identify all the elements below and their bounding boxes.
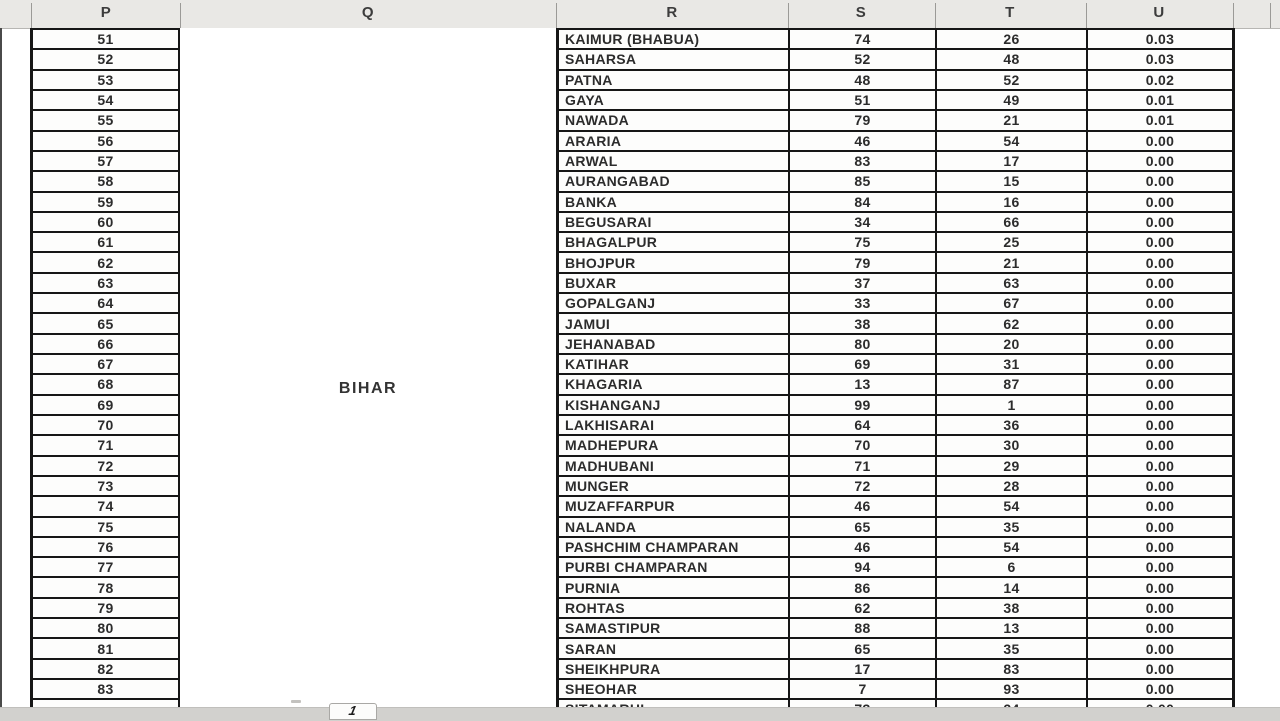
cell-u-value[interactable]: 0.00 <box>1086 457 1232 475</box>
column-header-row <box>0 0 1280 29</box>
table-row <box>559 457 1232 477</box>
cell-district[interactable]: ARWAL <box>565 153 618 170</box>
table-row <box>559 274 1232 294</box>
row-number-cell[interactable]: 73 <box>33 477 178 497</box>
cell-u-value[interactable]: 0.00 <box>1086 680 1232 698</box>
cell-t-value[interactable]: 21 <box>935 111 1086 129</box>
scrollbar-notch <box>291 700 301 703</box>
row-number-cell[interactable]: 61 <box>33 233 178 253</box>
cell-s-value[interactable]: 85 <box>788 172 935 190</box>
column-header-U[interactable]: U <box>1153 4 1165 21</box>
cell-u-value[interactable]: 0.00 <box>1086 335 1232 353</box>
cell-s-value[interactable]: 46 <box>788 538 935 556</box>
table-row <box>559 193 1232 213</box>
table-row <box>559 477 1232 497</box>
row-number-cell[interactable]: 66 <box>33 335 178 355</box>
row-number-cell[interactable]: 83 <box>33 680 178 700</box>
cell-t-value[interactable]: 30 <box>935 436 1086 454</box>
table-row <box>559 111 1232 131</box>
cell-s-value[interactable]: 52 <box>788 50 935 68</box>
row-number-cell[interactable]: 70 <box>33 416 178 436</box>
cell-u-value[interactable]: 0.00 <box>1086 233 1232 251</box>
row-number-cell[interactable]: 68 <box>33 375 178 395</box>
cell-district[interactable]: BHOJPUR <box>565 254 636 271</box>
cell-u-value[interactable]: 0.00 <box>1086 416 1232 434</box>
cell-t-value[interactable]: 66 <box>935 213 1086 231</box>
cell-u-value[interactable]: 0.00 <box>1086 314 1232 332</box>
cell-t-value[interactable]: 16 <box>935 193 1086 211</box>
page-number-glyph: 1 <box>347 703 359 718</box>
cell-district[interactable]: BHAGALPUR <box>565 234 658 251</box>
cell-t-value[interactable]: 54 <box>935 538 1086 556</box>
cell-t-value[interactable]: 28 <box>935 477 1086 495</box>
cell-t-value[interactable]: 38 <box>935 599 1086 617</box>
cell-u-value[interactable]: 0.00 <box>1086 558 1232 576</box>
data-grid <box>556 28 1235 707</box>
cell-s-value[interactable]: 65 <box>788 639 935 657</box>
cell-u-value[interactable]: 0.00 <box>1086 172 1232 190</box>
cell-u-value[interactable]: 0.00 <box>1086 477 1232 495</box>
column-divider <box>180 3 181 28</box>
cell-s-value[interactable]: 17 <box>788 660 935 678</box>
column-divider <box>1086 3 1087 28</box>
row-number-cell[interactable]: 74 <box>33 497 178 517</box>
cell-district[interactable]: PURBI CHAMPARAN <box>565 559 708 576</box>
table-row <box>559 375 1232 395</box>
cell-district[interactable]: BANKA <box>565 193 618 210</box>
cell-t-value[interactable]: 6 <box>935 558 1086 576</box>
cell-t-value[interactable]: 1 <box>935 396 1086 414</box>
cell-t-value[interactable]: 62 <box>935 314 1086 332</box>
cell-u-value[interactable]: 0.00 <box>1086 294 1232 312</box>
cell-s-value[interactable]: 86 <box>788 578 935 596</box>
cell-t-value[interactable]: 54 <box>935 132 1086 150</box>
cell-district[interactable]: MADHEPURA <box>565 437 659 454</box>
cell-s-value[interactable]: 37 <box>788 274 935 292</box>
cell-s-value[interactable]: 72 <box>788 477 935 495</box>
table-row <box>559 660 1232 680</box>
cell-t-value[interactable]: 14 <box>935 578 1086 596</box>
cell-s-value[interactable]: 84 <box>788 193 935 211</box>
cell-s-value[interactable]: 34 <box>788 213 935 231</box>
cell-t-value[interactable]: 31 <box>935 355 1086 373</box>
table-row <box>559 30 1232 50</box>
table-row <box>559 680 1232 700</box>
cell-u-value[interactable]: 0.00 <box>1086 497 1232 515</box>
cell-u-value[interactable]: 0.01 <box>1086 91 1232 109</box>
cell-district[interactable]: SARAN <box>565 640 617 657</box>
merged-state-cell[interactable] <box>180 28 556 707</box>
cell-district[interactable]: ROHTAS <box>565 599 625 616</box>
table-row <box>559 396 1232 416</box>
cell-t-value[interactable]: 87 <box>935 375 1086 393</box>
cell-district[interactable]: KATIHAR <box>565 356 630 373</box>
table-row <box>559 314 1232 334</box>
cell-district[interactable]: PASHCHIM CHAMPARAN <box>565 538 739 555</box>
cell-u-value[interactable]: 0.00 <box>1086 578 1232 596</box>
left-edge-gridline <box>0 28 2 707</box>
cell-u-value[interactable]: 0.03 <box>1086 50 1232 68</box>
cell-s-value[interactable]: 71 <box>788 457 935 475</box>
cell-t-value[interactable]: 54 <box>935 497 1086 515</box>
cell-u-value[interactable]: 0.00 <box>1086 599 1232 617</box>
cell-district[interactable]: LAKHISARAI <box>565 417 655 434</box>
table-row <box>559 132 1232 152</box>
cell-district[interactable]: PATNA <box>565 71 613 88</box>
row-number-cell[interactable]: 63 <box>33 274 178 294</box>
cell-t-value[interactable]: 63 <box>935 274 1086 292</box>
cell-t-value[interactable]: 93 <box>935 680 1086 698</box>
cell-s-value[interactable]: 88 <box>788 619 935 637</box>
table-row <box>559 497 1232 517</box>
cell-s-value[interactable]: 46 <box>788 132 935 150</box>
row-number-cell[interactable]: 55 <box>33 111 178 131</box>
column-header-P[interactable]: P <box>100 4 112 21</box>
row-number-cell[interactable]: 52 <box>33 50 178 70</box>
cell-district[interactable]: SHEOHAR <box>565 681 638 698</box>
cell-u-value[interactable]: 0.00 <box>1086 132 1232 150</box>
table-row <box>559 335 1232 355</box>
cell-u-value[interactable]: 0.00 <box>1086 193 1232 211</box>
row-number-column <box>30 28 180 707</box>
table-row <box>559 578 1232 598</box>
cell-t-value[interactable]: 13 <box>935 619 1086 637</box>
cell-t-value[interactable]: 35 <box>935 639 1086 657</box>
row-number-cell[interactable]: 54 <box>33 91 178 111</box>
table-row <box>559 152 1232 172</box>
cell-district[interactable]: MUNGER <box>565 478 630 495</box>
cell-s-value[interactable]: 48 <box>788 71 935 89</box>
table-row <box>559 213 1232 233</box>
cell-u-value[interactable]: 0.00 <box>1086 152 1232 170</box>
row-number-cell[interactable]: 81 <box>33 639 178 659</box>
row-number-cell[interactable]: 79 <box>33 599 178 619</box>
cell-district[interactable]: SHEIKHPURA <box>565 660 661 677</box>
cell-s-value[interactable]: 13 <box>788 375 935 393</box>
cell-s-value[interactable]: 79 <box>788 253 935 271</box>
cell-u-value[interactable]: 0.03 <box>1086 30 1232 48</box>
cell-district[interactable]: AURANGABAD <box>565 173 670 190</box>
cell-t-value[interactable]: 15 <box>935 172 1086 190</box>
row-number-cell[interactable]: 78 <box>33 578 178 598</box>
row-number-cell[interactable]: 72 <box>33 457 178 477</box>
table-row <box>559 233 1232 253</box>
cell-s-value[interactable]: 7 <box>788 680 935 698</box>
row-number-cell[interactable]: 56 <box>33 132 178 152</box>
cell-s-value[interactable]: 80 <box>788 335 935 353</box>
table-row <box>559 253 1232 273</box>
cell-s-value[interactable]: 51 <box>788 91 935 109</box>
column-header-T[interactable]: T <box>1005 4 1015 21</box>
cell-t-value[interactable]: 36 <box>935 416 1086 434</box>
cell-s-value[interactable]: 69 <box>788 355 935 373</box>
cell-u-value[interactable]: 0.00 <box>1086 518 1232 536</box>
cell-s-value[interactable]: 94 <box>788 558 935 576</box>
cell-s-value[interactable]: 65 <box>788 518 935 536</box>
column-divider <box>788 3 789 28</box>
row-number-cell[interactable]: 67 <box>33 355 178 375</box>
cell-district[interactable]: NAWADA <box>565 112 630 129</box>
cell-district[interactable]: KAIMUR (BHABUA) <box>565 31 700 48</box>
cell-t-value[interactable]: 52 <box>935 71 1086 89</box>
row-number-cell[interactable]: 53 <box>33 71 178 91</box>
state-label: BIHAR <box>338 380 398 397</box>
cell-district[interactable]: JAMUI <box>565 315 611 332</box>
bottom-bar <box>0 707 1280 721</box>
column-divider <box>935 3 936 28</box>
cell-t-value[interactable]: 26 <box>935 30 1086 48</box>
page-indicator[interactable] <box>329 703 377 720</box>
cell-s-value[interactable]: 33 <box>788 294 935 312</box>
table-row <box>559 619 1232 639</box>
cell-s-value[interactable]: 79 <box>788 111 935 129</box>
cell-t-value[interactable]: 21 <box>935 253 1086 271</box>
cell-u-value[interactable]: 0.00 <box>1086 213 1232 231</box>
row-number-cell[interactable]: 51 <box>33 30 178 50</box>
cell-u-value[interactable]: 0.00 <box>1086 619 1232 637</box>
table-row <box>559 416 1232 436</box>
row-number-cell[interactable]: 58 <box>33 172 178 192</box>
cell-district[interactable]: KISHANGANJ <box>565 396 661 413</box>
cell-t-value[interactable]: 83 <box>935 660 1086 678</box>
column-header-R[interactable]: R <box>666 4 678 21</box>
cell-u-value[interactable]: 0.02 <box>1086 71 1232 89</box>
cell-s-value[interactable]: 62 <box>788 599 935 617</box>
cell-s-value[interactable]: 64 <box>788 416 935 434</box>
table-row <box>559 294 1232 314</box>
cell-s-value[interactable]: 38 <box>788 314 935 332</box>
cell-t-value[interactable]: 20 <box>935 335 1086 353</box>
table-row <box>559 558 1232 578</box>
table-row <box>559 436 1232 456</box>
table-row <box>559 91 1232 111</box>
cell-district[interactable]: PURNIA <box>565 579 621 596</box>
cell-district[interactable]: MADHUBANI <box>565 457 655 474</box>
row-number-cell[interactable]: 59 <box>33 193 178 213</box>
cell-u-value[interactable]: 0.00 <box>1086 538 1232 556</box>
column-divider <box>556 3 557 28</box>
cell-t-value[interactable]: 48 <box>935 50 1086 68</box>
column-header-Q[interactable]: Q <box>361 4 375 21</box>
table-row <box>559 639 1232 659</box>
column-header-S[interactable]: S <box>855 4 867 21</box>
cell-district[interactable]: JEHANABAD <box>565 335 656 352</box>
cell-district[interactable]: ARARIA <box>565 132 622 149</box>
cell-district[interactable]: NALANDA <box>565 518 637 535</box>
table-row <box>559 50 1232 70</box>
cell-district[interactable]: SAHARSA <box>565 51 637 68</box>
cell-t-value[interactable]: 29 <box>935 457 1086 475</box>
cell-u-value[interactable]: 0.00 <box>1086 253 1232 271</box>
row-number-cell[interactable]: 75 <box>33 518 178 538</box>
row-number-cell[interactable]: 64 <box>33 294 178 314</box>
cell-s-value[interactable]: 99 <box>788 396 935 414</box>
cell-u-value[interactable]: 0.00 <box>1086 375 1232 393</box>
cell-t-value[interactable]: 49 <box>935 91 1086 109</box>
row-number-cell[interactable]: 76 <box>33 538 178 558</box>
cell-u-value[interactable]: 0.00 <box>1086 436 1232 454</box>
row-number-cell[interactable]: 57 <box>33 152 178 172</box>
cell-u-value[interactable]: 0.00 <box>1086 396 1232 414</box>
row-number-cell[interactable]: 62 <box>33 253 178 273</box>
cell-u-value[interactable]: 0.01 <box>1086 111 1232 129</box>
cell-t-value[interactable]: 35 <box>935 518 1086 536</box>
cell-district[interactable]: SAMASTIPUR <box>565 620 661 637</box>
cell-u-value[interactable]: 0.00 <box>1086 355 1232 373</box>
cell-district[interactable]: MUZAFFARPUR <box>565 498 675 515</box>
cell-u-value[interactable]: 0.00 <box>1086 660 1232 678</box>
column-divider <box>1233 3 1234 28</box>
cell-u-value[interactable]: 0.00 <box>1086 639 1232 657</box>
cell-district[interactable]: BUXAR <box>565 274 617 291</box>
cell-t-value[interactable]: 67 <box>935 294 1086 312</box>
column-divider <box>31 3 32 28</box>
row-number-cell[interactable]: 77 <box>33 558 178 578</box>
cell-s-value[interactable]: 83 <box>788 152 935 170</box>
row-number-cell[interactable]: 60 <box>33 213 178 233</box>
table-row <box>559 71 1232 91</box>
table-row <box>559 172 1232 192</box>
cell-district[interactable]: BEGUSARAI <box>565 213 652 230</box>
cell-t-value[interactable]: 25 <box>935 233 1086 251</box>
cell-u-value[interactable]: 0.00 <box>1086 274 1232 292</box>
table-row <box>559 599 1232 619</box>
row-number-cell[interactable]: 65 <box>33 314 178 334</box>
row-number-cell[interactable]: 80 <box>33 619 178 639</box>
cell-s-value[interactable]: 75 <box>788 233 935 251</box>
row-number-cell[interactable]: 69 <box>33 396 178 416</box>
cell-district[interactable]: KHAGARIA <box>565 376 643 393</box>
row-number-cell[interactable]: 82 <box>33 660 178 680</box>
table-row <box>559 538 1232 558</box>
table-row <box>559 518 1232 538</box>
cell-district[interactable]: GAYA <box>565 92 605 109</box>
table-row <box>559 355 1232 375</box>
cell-s-value[interactable]: 46 <box>788 497 935 515</box>
row-number-cell[interactable]: 71 <box>33 436 178 456</box>
cell-s-value[interactable]: 74 <box>788 30 935 48</box>
cell-t-value[interactable]: 17 <box>935 152 1086 170</box>
cell-district[interactable]: GOPALGANJ <box>565 295 656 312</box>
column-divider <box>1270 3 1271 28</box>
cell-s-value[interactable]: 70 <box>788 436 935 454</box>
